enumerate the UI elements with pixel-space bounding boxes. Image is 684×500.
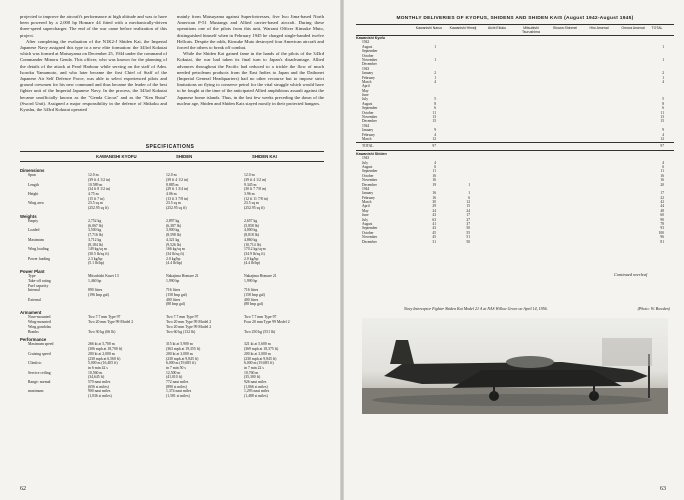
paragraph: While the Shiden Kai gained fame in the hands of the pilots of the 343rd Kokutai, the war had taken its final turn to Japan's disadvantage. Allied advances throughout the Pacific had reduced to a trickle the flow of much needed petroleum products from the East Indies to Japan and the Daihonei (Imperial General Headquarters) had no other recourse but to impose strict limitations on flying to conserve petrol for the vital struggle which would have to be fought at the time of the anticipated Allied amphibious assault against the Japanese home islands. Thus, in the last few weeks preceding the dawn of the nuclear age, Shiden and Shiden Kais stayed mostly in their protected hangars. bbox=[177, 51, 324, 106]
photo-caption-row bbox=[404, 306, 670, 311]
page-number: 63 bbox=[660, 486, 666, 492]
spec-value: 266 kt at 5,700 m (306 mph at 18,700 ft) bbox=[88, 342, 123, 352]
value-cell: 4 bbox=[662, 160, 664, 165]
spec-label: Maximum bbox=[28, 237, 44, 242]
spec-value: 3,712 kg (8,184 lb) bbox=[88, 237, 103, 247]
spec-row bbox=[20, 298, 324, 307]
spec-value: Two 60 kg (132 lb) bbox=[166, 329, 196, 334]
spec-value: 10.589 m (34 ft 8 1/2 in) bbox=[88, 182, 111, 192]
month-cell: September bbox=[362, 169, 378, 174]
value-cell: 51 bbox=[466, 235, 470, 240]
spec-row bbox=[20, 173, 324, 182]
month-cell: December bbox=[362, 119, 377, 124]
spec-row bbox=[20, 288, 324, 297]
table-divider bbox=[356, 142, 674, 143]
month-cell: August bbox=[362, 101, 373, 106]
spec-value: 2,657 kg (5,858 lb) bbox=[244, 219, 259, 228]
value-cell: 31 bbox=[432, 239, 436, 244]
month-cell: November bbox=[362, 115, 378, 120]
spec-value: 166 kg/sq m (34 lb/sq ft) bbox=[166, 247, 185, 256]
month-cell: January bbox=[362, 71, 374, 76]
spec-value: Two 20 mm Type 99 Model 2 bbox=[88, 320, 134, 325]
month-cell: 1944 bbox=[362, 123, 370, 128]
value-cell: 11 bbox=[660, 169, 664, 174]
month-cell: 1943 bbox=[362, 66, 370, 71]
month-cell: November bbox=[362, 235, 378, 240]
month-cell: December bbox=[362, 182, 377, 187]
value-cell: 2 bbox=[662, 71, 664, 76]
value-cell: 16 bbox=[432, 178, 436, 183]
month-cell: 1942 bbox=[362, 40, 370, 45]
value-cell: 24 bbox=[432, 208, 436, 213]
spec-value: 4.75 m (15 ft 7 in) bbox=[88, 192, 105, 201]
spec-label: Cruising speed bbox=[28, 351, 51, 356]
value-cell: 6 bbox=[434, 164, 436, 169]
value-cell: 1 bbox=[434, 75, 436, 80]
value-cell: 8 bbox=[434, 101, 436, 106]
month-cell: July bbox=[362, 97, 368, 102]
spec-row bbox=[20, 330, 324, 335]
spec-value: 6,000 m (19,685 ft) in 7 min 50 s bbox=[166, 361, 196, 370]
spec-row bbox=[20, 228, 324, 237]
value-cell: 4 bbox=[434, 160, 436, 165]
value-cell: 43 bbox=[432, 226, 436, 231]
month-cell: December bbox=[362, 239, 377, 244]
month-cell: August bbox=[362, 222, 373, 227]
spec-value: 2,752 kg (6,067 lb) bbox=[88, 219, 103, 228]
value-cell: 81 bbox=[660, 239, 664, 244]
value-cell: 4 bbox=[434, 79, 436, 84]
value-cell: 90 bbox=[660, 217, 664, 222]
month-cell: 1944 bbox=[362, 186, 370, 191]
spec-value: 2.3 kg/hp (5.1 lb/hp) bbox=[88, 256, 105, 266]
value-cell: 1 bbox=[662, 57, 664, 62]
table-column-header: Showa Shinmei bbox=[552, 26, 578, 30]
value-cell: 45 bbox=[432, 235, 436, 240]
spec-value: 12,500 m (41,010 ft) bbox=[166, 370, 183, 380]
table-column-header: Hiro Arsenal bbox=[589, 26, 609, 30]
value-cell: 4 bbox=[434, 132, 436, 137]
spec-row bbox=[20, 183, 324, 192]
value-cell: 100 bbox=[658, 230, 664, 235]
spec-value: 2,897 kg (6,387 lb) bbox=[166, 219, 181, 228]
spec-row bbox=[20, 352, 324, 361]
value-cell: 50 bbox=[466, 239, 470, 244]
spec-label: Take-off rating bbox=[28, 278, 51, 283]
table-row bbox=[356, 144, 674, 148]
value-cell: 97 bbox=[660, 144, 664, 149]
spec-value: 8.885 m (29 ft 1 3/4 in) bbox=[166, 182, 189, 192]
month-cell: 1943 bbox=[362, 156, 370, 161]
rule bbox=[20, 151, 324, 152]
spec-value: Two 20 mm Type 99 Model 2 bbox=[166, 320, 212, 325]
spec-value: 12.0 m (39 ft 4 1/2 in) bbox=[244, 173, 267, 182]
value-cell: 1 bbox=[468, 182, 470, 187]
paragraph: After completing the evaluation of the N1K2-J Shiden Kai, the Imperial Japanese Navy assigned this type to a new elite formation: the 343rd Kokutai which was formed at Matsuyama on December 25, 1944 under the command of Commander Minoru Genda. This officer, who was known for the planning of the details of the attack at Pearl Harbour while serving on the staff of Adm. Isoroku Yamamoto, and who later became the first Chief of Staff of the Japanese Air Self Defence Force, was able to select experienced pilots and ground crewmen for his new command and thus became the leader of the best fighter unit of the Imperial Japanese Navy. In the process, the 343rd Kokutai became unofficially known as the "Genda Circus" and as the "Ken Butai" (Sword Unit). Assigned a major responsibility in the defence of Shikoku and Kyushu, the 343rd Kokutai operated bbox=[20, 38, 167, 113]
spec-section bbox=[20, 214, 324, 266]
deliveries-table bbox=[356, 36, 674, 244]
value-cell: 42 bbox=[660, 200, 664, 205]
spec-row bbox=[20, 247, 324, 256]
value-cell: 2 bbox=[434, 71, 436, 76]
spec-label: Wing area bbox=[28, 201, 44, 206]
right-page bbox=[344, 0, 684, 500]
value-cell: 55 bbox=[466, 230, 470, 235]
table-header bbox=[356, 24, 674, 36]
month-cell: July bbox=[362, 160, 368, 165]
value-cell: 8 bbox=[662, 101, 664, 106]
spec-value: 200 kt at 3,000 m (230 mph at 9,845 ft) bbox=[166, 351, 199, 361]
spec-section bbox=[20, 337, 324, 399]
value-cell: 50 bbox=[466, 226, 470, 231]
value-cell: 9 bbox=[434, 128, 436, 133]
spec-label: Range: normal bbox=[28, 380, 51, 385]
spec-label: Nose-mounted bbox=[28, 315, 51, 320]
table-section-title: Kawanishi Kyofu bbox=[356, 36, 385, 40]
month-cell: August bbox=[362, 164, 373, 169]
value-cell: 41 bbox=[432, 222, 436, 227]
spec-value: 2.0 kg/hp (4.4 lb/hp) bbox=[244, 256, 261, 266]
spec-column-header: SHIDEN KAI bbox=[252, 154, 277, 159]
month-cell: September bbox=[362, 106, 378, 111]
month-cell: August bbox=[362, 44, 373, 49]
spec-value: 321 kt at 5,600 m (369 mph at 18,375 ft) bbox=[244, 342, 279, 352]
value-cell: 93 bbox=[660, 226, 664, 231]
spec-value: 23.5 sq m (252.95 sq ft) bbox=[88, 201, 109, 211]
spec-value: 716 litres (158 Imp gal) bbox=[244, 288, 265, 298]
value-cell: 24 bbox=[466, 208, 470, 213]
spec-value: 400 litres (88 Imp gal) bbox=[166, 297, 185, 307]
spec-label: Power loading bbox=[28, 256, 51, 261]
spec-section bbox=[20, 269, 324, 307]
value-cell: 15 bbox=[660, 119, 664, 124]
value-cell: 1 bbox=[468, 191, 470, 196]
value-cell: 15 bbox=[466, 204, 470, 209]
spec-value: 3,900 kg (8,598 lb) bbox=[166, 228, 181, 238]
value-cell: 4 bbox=[662, 132, 664, 137]
spec-label: Bombs bbox=[28, 329, 39, 334]
value-cell: 16 bbox=[432, 191, 436, 196]
aircraft-silhouette bbox=[362, 318, 668, 414]
spec-value: 200 kt at 3,000 m (230 mph at 9,845 ft) bbox=[244, 351, 277, 361]
value-cell: 20 bbox=[660, 182, 664, 187]
value-cell: 11 bbox=[432, 110, 436, 115]
month-cell: February bbox=[362, 75, 375, 80]
spec-section-title: Power Plant bbox=[20, 269, 45, 275]
spec-value bbox=[88, 298, 166, 307]
spec-row bbox=[20, 371, 324, 380]
value-cell: 1 bbox=[662, 44, 664, 49]
spec-value: 149 kg/sq m (30.5 lb/sq ft) bbox=[88, 247, 109, 256]
spec-value: 12.0 m (39 ft 4 1/2 in) bbox=[166, 173, 189, 182]
spec-column-header: SHIDEN bbox=[176, 154, 193, 159]
spec-section-title: Dimensions bbox=[20, 168, 45, 173]
spec-value: 1,990 hp bbox=[166, 278, 180, 283]
month-cell: April bbox=[362, 84, 370, 89]
table-column-header: Kawanishi Himeji bbox=[449, 26, 477, 30]
page-number: 62 bbox=[20, 486, 26, 492]
spec-value: 12.0 m (39 ft 4 1/2 in) bbox=[88, 173, 111, 182]
table-column-header: Aichi Eitoku bbox=[487, 26, 507, 30]
spec-value: 3.96 m (12 ft 11 7/8 in) bbox=[244, 192, 268, 201]
table-column-header: Mitsubishi Tsurushima bbox=[522, 26, 540, 34]
spec-value: Two 7.7 mm Type 97 bbox=[166, 315, 199, 320]
value-cell: 16 bbox=[432, 173, 436, 178]
value-cell: 6 bbox=[662, 164, 664, 169]
month-cell: TOTAL bbox=[362, 144, 374, 149]
value-cell: 27 bbox=[466, 217, 470, 222]
paragraph: mainly from Matsuyama against Superfortresses, five Iwo Jima-based North American P-51 Mustangs and Allied carrier-based aircraft. During these operations one of the pilots from this unit, Warrant Officer Kinsuke Muto, distinguished himself when in February 1945 he charged single-handed twelve Hellcats. Despite the odds, Kinsuke Muto destroyed four American aircraft and forced the others to break off combat. bbox=[177, 14, 324, 51]
spec-row bbox=[20, 380, 324, 389]
value-cell: 17 bbox=[466, 213, 470, 218]
spec-value: Two 7.7 mm Type 97 bbox=[244, 315, 277, 320]
value-cell: 11 bbox=[432, 169, 436, 174]
spec-value: Two 20 mm Type 99 Model 2 bbox=[166, 324, 212, 329]
value-cell: 13 bbox=[660, 115, 664, 120]
value-cell: 43 bbox=[432, 213, 436, 218]
value-cell: 5 bbox=[434, 97, 436, 102]
photo-credit: (Photo: W. Bowden) bbox=[637, 306, 670, 311]
spec-label: Height bbox=[28, 192, 39, 197]
table-section-title: Kawanishi Shiden bbox=[356, 151, 387, 156]
table-column-header: TOTAL bbox=[651, 26, 663, 30]
spec-value: 4,321 kg (9,526 lb) bbox=[166, 237, 181, 247]
spec-value: Two 250 kg (551 lb) bbox=[244, 329, 276, 334]
month-cell: January bbox=[362, 128, 374, 133]
spec-value: 10,760 m (35,300 ft) bbox=[244, 370, 261, 380]
spec-value: 200 kt at 2,000 m (230 mph at 6,560 ft) bbox=[88, 351, 121, 361]
month-cell: October bbox=[362, 53, 374, 58]
value-cell: 78 bbox=[660, 222, 664, 227]
value-cell: 5 bbox=[662, 97, 664, 102]
spec-label: Wing gondolas bbox=[28, 324, 51, 329]
spec-label: Span bbox=[28, 173, 36, 178]
spec-value: 1,293 naut miles (1,488 st miles) bbox=[244, 389, 270, 399]
rule bbox=[20, 161, 324, 162]
spec-value: 23.5 sq m (252.95 sq ft) bbox=[166, 201, 187, 211]
spec-value: 400 litres (88 Imp gal) bbox=[244, 297, 263, 307]
month-cell: July bbox=[362, 217, 368, 222]
month-cell: February bbox=[362, 195, 375, 200]
spec-section-title: Armament bbox=[20, 310, 42, 316]
spec-label: maximum bbox=[28, 389, 44, 394]
spec-section-title: Weights bbox=[20, 213, 37, 219]
spec-value: 570 naut miles (656 st miles) bbox=[88, 380, 111, 389]
spec-label: Wing loading bbox=[28, 247, 49, 252]
spec-value: Mitsubishi Kasei 13 bbox=[88, 274, 119, 279]
month-cell: May bbox=[362, 88, 369, 93]
table-title: MONTHLY DELIVERIES OF KYOFUS, SHIDENS AND SHIDEN KAIS (August 1942-August 1945) bbox=[396, 16, 634, 21]
spec-label: Service ceiling bbox=[28, 370, 51, 375]
value-cell: 30 bbox=[432, 200, 436, 205]
value-cell: 6 bbox=[434, 106, 436, 111]
body-text bbox=[20, 14, 324, 146]
value-cell: 9 bbox=[662, 128, 664, 133]
value-cell: 11 bbox=[660, 110, 664, 115]
spec-value: 926 naut miles (1,066 st miles) bbox=[244, 380, 268, 389]
spec-value: 1,990 hp bbox=[244, 278, 258, 283]
month-cell: June bbox=[362, 213, 369, 218]
spec-label: Maximum speed bbox=[28, 342, 54, 347]
spec-value: 23.5 sq m (252.95 sq ft) bbox=[244, 201, 265, 211]
value-cell: 96 bbox=[660, 235, 664, 240]
month-cell: March bbox=[362, 200, 372, 205]
month-cell: November bbox=[362, 57, 378, 62]
spec-label: Fuel capacity bbox=[28, 283, 49, 288]
continued-note: Continued overleaf bbox=[614, 272, 648, 277]
spec-value: 2.0 kg/hp (4.4 lb/hp) bbox=[166, 256, 183, 266]
value-cell: 29 bbox=[432, 204, 436, 209]
spec-label: Empty bbox=[28, 219, 39, 224]
spec-value: 4.06 m (13 ft 3 7/8 in) bbox=[166, 192, 189, 201]
value-cell: 63 bbox=[432, 217, 436, 222]
spec-value: 1,374 naut miles (1,581 st miles) bbox=[166, 389, 192, 399]
spec-row bbox=[20, 219, 324, 228]
spec-label: Length bbox=[28, 182, 39, 187]
spec-value: 3,500 kg (7,716 lb) bbox=[88, 228, 103, 238]
value-cell: 12 bbox=[466, 200, 470, 205]
value-cell: 6 bbox=[468, 195, 470, 200]
spec-value: 5,000 m (16,405 ft) in 6 min 42 s bbox=[88, 361, 118, 370]
spec-value: Four 20 mm Type 99 Model 2 bbox=[244, 320, 290, 325]
month-cell: November bbox=[362, 178, 378, 183]
spec-value: 10,560 m (34,645 ft) bbox=[88, 370, 105, 380]
spec-value: 890 litres (196 Imp gal) bbox=[88, 288, 109, 298]
spec-column-header: KAWANISHI KYOFU bbox=[96, 154, 137, 159]
value-cell: 1 bbox=[434, 57, 436, 62]
value-cell: 6 bbox=[662, 106, 664, 111]
spec-value: 170.2 kg/sq m (34.9 lb/sq ft) bbox=[244, 247, 266, 256]
spec-row bbox=[20, 389, 324, 398]
spec-row bbox=[20, 238, 324, 247]
month-cell: April bbox=[362, 204, 370, 209]
spec-label: Wing-mounted bbox=[28, 320, 51, 325]
value-cell: 22 bbox=[660, 195, 664, 200]
month-cell: May bbox=[362, 208, 369, 213]
spec-value: 772 naut miles (890 st miles) bbox=[166, 380, 189, 389]
table-column-header: Kawanishi Naruo bbox=[415, 26, 443, 30]
left-page bbox=[0, 0, 340, 500]
table-divider bbox=[356, 150, 674, 151]
spec-label: Internal bbox=[28, 288, 40, 293]
table-row bbox=[356, 137, 674, 141]
spec-value: Nakajima Homare 21 bbox=[166, 274, 199, 279]
value-cell: 1 bbox=[662, 75, 664, 80]
value-cell: 16 bbox=[432, 195, 436, 200]
spec-label: Loaded bbox=[28, 228, 40, 233]
text-column-1 bbox=[20, 14, 167, 146]
spec-value: Two 30 kg (66 lb) bbox=[88, 329, 116, 334]
value-cell: 37 bbox=[466, 222, 470, 227]
value-cell: 19 bbox=[432, 182, 436, 187]
month-cell: February bbox=[362, 132, 375, 137]
paragraph: projected to improve the aircraft's performance at high altitude and was to have been powered by a 2,000 hp Homare 44 fitted with a mechanically-driven three-speed supercharger. The end of the war came before realization of this project. bbox=[20, 14, 167, 38]
month-cell: September bbox=[362, 49, 378, 54]
value-cell: 15 bbox=[432, 119, 436, 124]
value-cell: 97 bbox=[432, 144, 436, 149]
spec-value: Two 7.7 mm Type 97 bbox=[88, 315, 121, 320]
specifications-title: SPECIFICATIONS bbox=[145, 144, 195, 150]
spec-value: 315 kt at 5,900 m (363 mph at 19,355 ft) bbox=[166, 342, 201, 352]
specifications-table bbox=[20, 165, 324, 399]
photo-caption: Navy Interceptor Fighter Shiden Kai Model 21 A at NAS Willow Grove on April 14, 1956. bbox=[404, 306, 548, 311]
table-column-header: Omura Arsenal bbox=[621, 26, 645, 30]
spec-row bbox=[20, 361, 324, 370]
value-cell: 17 bbox=[660, 191, 664, 196]
spec-value: 1,460 hp bbox=[88, 278, 102, 283]
spec-row bbox=[20, 342, 324, 351]
spec-value: 6,000 m (19,685 ft) in 7 min 22 s bbox=[244, 361, 274, 370]
value-cell: 45 bbox=[432, 230, 436, 235]
value-cell: 12 bbox=[432, 137, 436, 141]
spec-section bbox=[20, 310, 324, 334]
value-cell: 1 bbox=[434, 44, 436, 49]
text-column-2 bbox=[177, 14, 324, 146]
value-cell: 16 bbox=[660, 173, 664, 178]
month-cell: June bbox=[362, 93, 369, 98]
value-cell: 4 bbox=[662, 79, 664, 84]
spec-value: 900 naut miles (1,036 st miles) bbox=[88, 389, 112, 399]
spec-value: Nakajima Homare 21 bbox=[244, 274, 277, 279]
spec-section bbox=[20, 168, 324, 211]
value-cell: 44 bbox=[660, 204, 664, 209]
spec-label: External bbox=[28, 297, 41, 302]
month-cell: December bbox=[362, 62, 377, 67]
spec-row bbox=[20, 257, 324, 266]
month-cell: January bbox=[362, 191, 374, 196]
month-cell: October bbox=[362, 173, 374, 178]
spec-label: Climb to bbox=[28, 361, 42, 366]
spec-row bbox=[20, 201, 324, 210]
spec-value: 4,000 kg (8,818 lb) bbox=[244, 228, 259, 238]
month-cell: October bbox=[362, 230, 374, 235]
aircraft-photo bbox=[362, 318, 668, 414]
month-cell: March bbox=[362, 137, 372, 141]
spec-value: 716 litres (158 Imp gal) bbox=[166, 288, 187, 298]
spec-value: 4,860 kg (10,714 lb) bbox=[244, 237, 261, 247]
spec-section-title: Performance bbox=[20, 337, 47, 343]
spec-label: Type bbox=[28, 274, 36, 279]
month-cell: September bbox=[362, 226, 378, 231]
value-cell: 60 bbox=[660, 213, 664, 218]
spec-row bbox=[20, 192, 324, 201]
value-cell: 48 bbox=[660, 208, 664, 213]
month-cell: March bbox=[362, 79, 372, 84]
table-row bbox=[356, 240, 674, 244]
month-cell: October bbox=[362, 110, 374, 115]
value-cell: 13 bbox=[432, 115, 436, 120]
value-cell: 12 bbox=[660, 137, 664, 141]
spec-value: 9.345 m (30 ft 7 7/8 in) bbox=[244, 182, 267, 192]
value-cell: 16 bbox=[660, 178, 664, 183]
